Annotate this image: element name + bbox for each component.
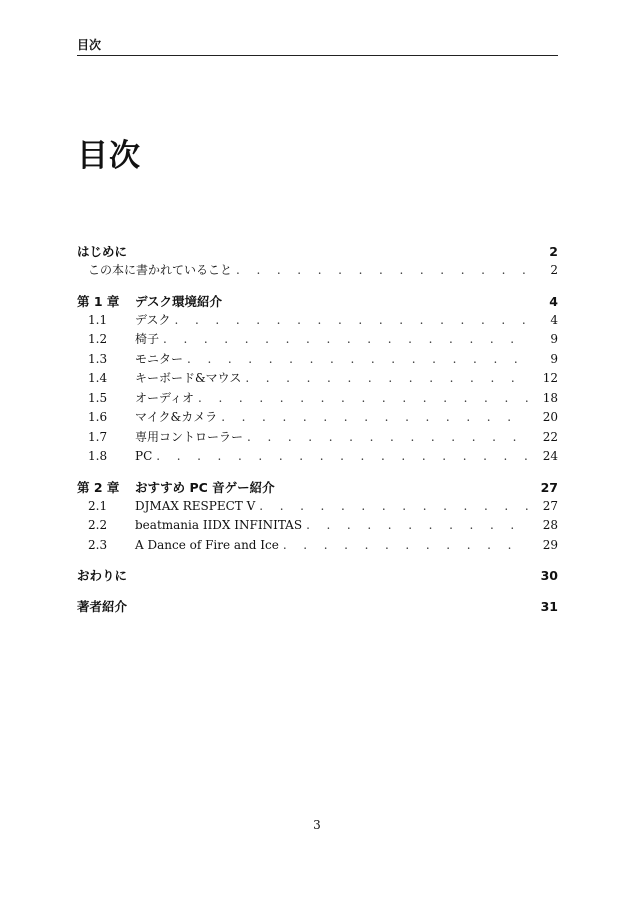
- chapter-label: 第 1 章: [77, 293, 120, 309]
- toc-subentry-page: 12: [542, 371, 558, 385]
- section-number: 1.8: [88, 449, 108, 463]
- toc-entry-page: 27: [540, 479, 558, 495]
- toc-entry-title: はじめに: [77, 244, 128, 259]
- section-number: 2.1: [88, 498, 108, 513]
- toc-subentry[interactable]: [77, 447, 558, 467]
- toc-subentry-title: DJMAX RESPECT V: [135, 498, 256, 513]
- toc-entry-authors[interactable]: [77, 598, 558, 616]
- toc-entry-page: 4: [549, 293, 558, 309]
- section-number: 1.2: [88, 332, 108, 346]
- toc-subentry-page: 20: [542, 410, 558, 424]
- toc-entry-page: 31: [540, 599, 558, 614]
- leader-dots: [198, 389, 528, 409]
- leader-dots: [306, 516, 528, 536]
- page-title: 目次: [77, 138, 141, 174]
- toc-subentry-title: この本に書かれていること: [88, 263, 233, 277]
- toc-subentry-title: beatmania IIDX INFINITAS: [135, 518, 303, 532]
- toc-subentry-title: A Dance of Fire and Ice: [135, 537, 279, 552]
- toc-entry-chapter-2[interactable]: [77, 479, 558, 497]
- toc-subentry-title: キーボード&マウス: [135, 371, 242, 385]
- leader-dots: [156, 447, 528, 467]
- toc-subentry[interactable]: [77, 497, 558, 517]
- toc-entry-page: 2: [549, 244, 558, 259]
- toc-subentry[interactable]: [77, 350, 558, 370]
- toc-entry-title: おわりに: [77, 568, 128, 583]
- leader-dots: [283, 536, 528, 556]
- running-header: 目次: [77, 38, 558, 56]
- toc-subentry-page: 9: [550, 351, 558, 366]
- section-number: 1.5: [88, 390, 108, 405]
- toc-subentry[interactable]: [77, 408, 558, 428]
- toc-entry-chapter-1[interactable]: [77, 293, 558, 311]
- leader-dots: [175, 311, 528, 331]
- toc-subentry-page: 27: [542, 498, 558, 513]
- toc-subentry[interactable]: [77, 311, 558, 331]
- leader-dots: [245, 369, 528, 389]
- leader-dots: [187, 350, 528, 370]
- leader-dots: [221, 408, 528, 428]
- section-number: 2.3: [88, 537, 108, 552]
- leader-dots: [163, 330, 528, 350]
- table-of-contents: [77, 243, 558, 616]
- toc-subentry[interactable]: [77, 428, 558, 448]
- section-number: 1.4: [88, 371, 108, 385]
- toc-entry-page: 30: [540, 568, 558, 583]
- toc-subentry-page: 22: [542, 429, 558, 444]
- leader-dots: [236, 261, 528, 281]
- section-number: 1.6: [88, 410, 108, 424]
- leader-dots: [247, 428, 528, 448]
- toc-subentry-title: マイク&カメラ: [135, 410, 218, 424]
- toc-subentry-title: デスク: [135, 312, 171, 327]
- toc-entry-title: おすすめ PC 音ゲー紹介: [135, 479, 275, 495]
- toc-subentry-page: 24: [542, 449, 558, 463]
- toc-subentry[interactable]: [77, 536, 558, 556]
- toc-subentry-page: 28: [542, 518, 558, 532]
- section-number: 2.2: [88, 518, 108, 532]
- chapter-label: 第 2 章: [77, 479, 120, 495]
- toc-subentry-page: 2: [550, 263, 558, 277]
- toc-subentry[interactable]: [77, 261, 558, 281]
- toc-subentry-page: 9: [550, 332, 558, 346]
- toc-subentry-page: 18: [542, 390, 558, 405]
- section-number: 1.3: [88, 351, 108, 366]
- toc-subentry[interactable]: [77, 516, 558, 536]
- toc-subentry[interactable]: [77, 369, 558, 389]
- toc-entry-title: 著者紹介: [77, 599, 128, 614]
- toc-subentry-title: 専用コントローラー: [135, 429, 244, 444]
- toc-subentry-page: 29: [542, 537, 558, 552]
- section-number: 1.7: [88, 429, 108, 444]
- toc-entry-title: デスク環境紹介: [135, 293, 223, 309]
- toc-subentry-title: モニター: [135, 351, 184, 366]
- toc-subentry[interactable]: [77, 330, 558, 350]
- leader-dots: [259, 497, 528, 517]
- toc-subentry-title: 椅子: [135, 332, 160, 346]
- section-number: 1.1: [88, 312, 108, 327]
- toc-entry-afterword[interactable]: [77, 567, 558, 585]
- page-number: 3: [313, 818, 321, 832]
- toc-subentry-page: 4: [550, 312, 558, 327]
- toc-entry-preface[interactable]: [77, 243, 558, 261]
- toc-subentry-title: PC: [135, 449, 153, 463]
- toc-subentry-title: オーディオ: [135, 390, 195, 405]
- toc-subentry[interactable]: [77, 389, 558, 409]
